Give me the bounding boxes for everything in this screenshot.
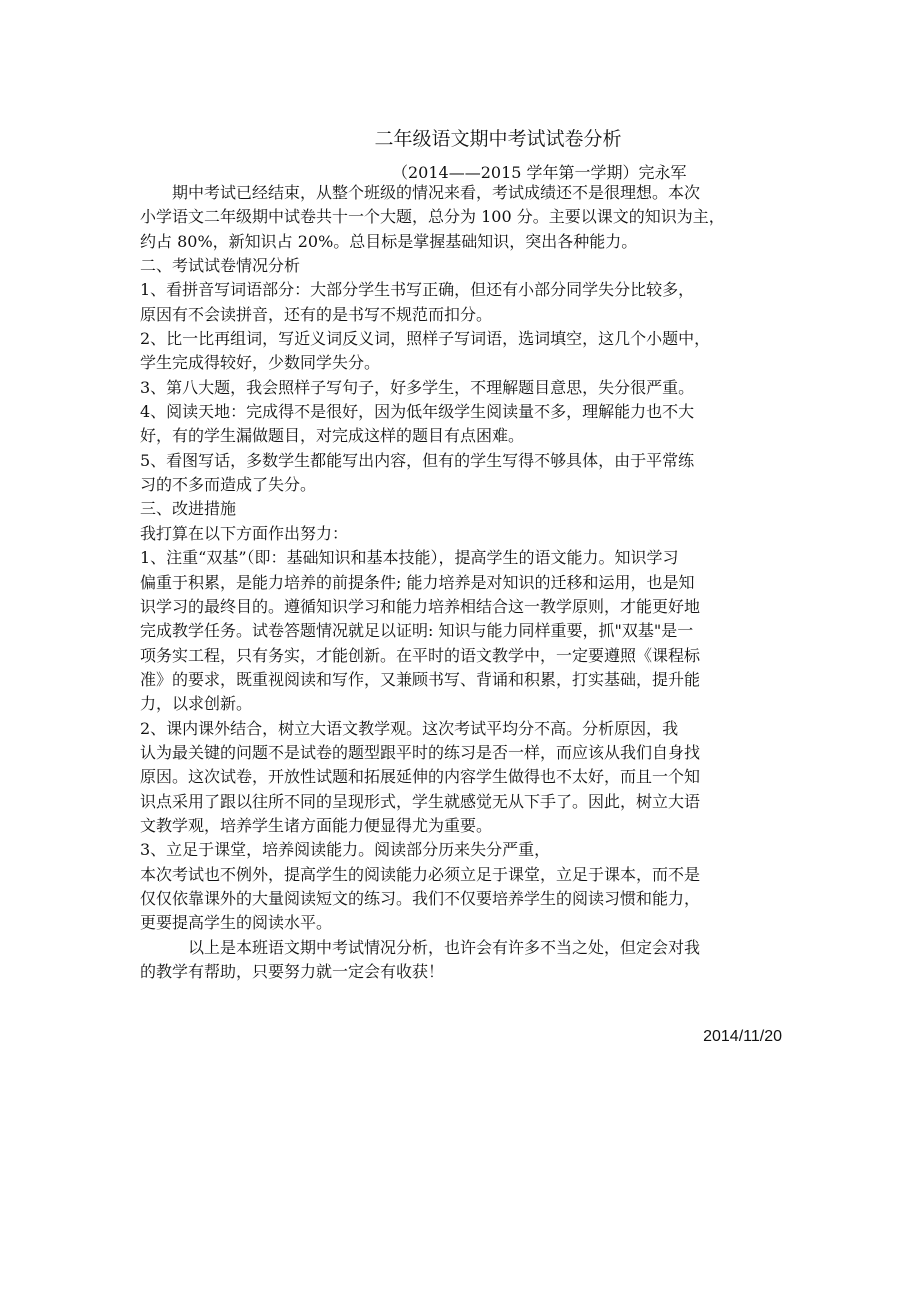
- text-line: 识点采用了跟以往所不同的呈现形式，学生就感觉无从下手了。因此，树立大语: [140, 791, 701, 811]
- text-line: 期中考试已经结束，从整个班级的情况来看，考试成绩还不是很理想。本次: [140, 183, 701, 202]
- text-line: 5、看图写话，多数学生都能写出内容，但有的学生写得不够具体，由于平常练: [140, 450, 695, 470]
- text-line: 项务实工程，只有务实，才能创新。在平时的语文教学中，一定要遵照《课程标: [140, 645, 701, 665]
- text-line: 1、看拼音写词语部分：大部分学生书写正确，但还有小部分同学失分比较多，: [140, 280, 695, 300]
- text-line: 偏重于积累，是能力培养的前提条件; 能力培养是对知识的迁移和运用，也是知: [140, 572, 695, 592]
- text-line: 4、阅读天地：完成得不是很好，因为低年级学生阅读量不多，理解能力也不大: [140, 402, 695, 422]
- text-line: 仅仅依靠课外的大量阅读短文的练习。我们不仅要培养学生的阅读习惯和能力，: [140, 888, 701, 908]
- text-line: 好，有的学生漏做题目，对完成这样的题目有点困难。: [140, 426, 525, 446]
- text-line: 更要提高学生的阅读水平。: [140, 913, 333, 933]
- text-line: 力，以求创新。: [140, 694, 253, 714]
- text-line: 二、考试试卷情况分析: [140, 256, 301, 276]
- text-line: 约占 80%，新知识占 20%。总目标是掌握基础知识，突出各种能力。: [140, 231, 638, 251]
- text-line: 识学习的最终目的。遵循知识学习和能力培养相结合这一教学原则，才能更好地: [140, 596, 701, 616]
- text-line: 3、第八大题，我会照样子写句子，好多学生，不理解题目意思，失分很严重。: [140, 377, 695, 397]
- document-title: 二年级语文期中考试试卷分析: [374, 128, 622, 150]
- text-line: 习的不多而造成了失分。: [140, 475, 317, 495]
- text-line: 文教学观，培养学生诸方面能力便显得尤为重要。: [140, 815, 493, 835]
- document-date: 2014/11/20: [703, 1028, 782, 1045]
- text-line: 原因有不会读拼音，还有的是书写不规范而扣分。: [140, 304, 493, 324]
- text-line: 原因。这次试卷，开放性试题和拓展延伸的内容学生做得也不太好，而且一个知: [140, 767, 701, 787]
- text-line: 认为最关键的问题不是试卷的题型跟平时的练习是否一样，而应该从我们自身找: [140, 742, 701, 762]
- text-line: 我打算在以下方面作出努力：: [140, 523, 349, 543]
- text-line: 完成教学任务。试卷答题情况就足以证明: 知识与能力同样重要，抓"双基"是一: [140, 621, 694, 641]
- text-line: 以上是本班语文期中考试情况分析，也许会有许多不当之处，但定会对我: [140, 937, 701, 957]
- text-line: 2、课内课外结合，树立大语文教学观。这次考试平均分不高。分析原因，我: [140, 718, 679, 738]
- document-subtitle: （2014——2015 学年第一学期）完永军: [392, 163, 687, 182]
- document-body: [140, 181, 785, 984]
- text-line: 本次考试也不例外，提高学生的阅读能力必须立足于课堂，立足于课本，而不是: [140, 864, 701, 884]
- text-line: 2、比一比再组词，写近义词反义词，照样子写词语，选词填空，这几个小题中，: [140, 329, 711, 349]
- text-line: 的教学有帮助，只要努力就一定会有收获！: [140, 962, 445, 981]
- text-line: 准》的要求，既重视阅读和写作，又兼顾书写、背诵和积累，打实基础，提升能: [140, 669, 701, 689]
- text-line: 3、立足于课堂，培养阅读能力。阅读部分历来失分严重，: [140, 840, 551, 860]
- text-line: 三、改进措施: [140, 499, 237, 519]
- text-line: 1、注重“双基”（即：基础知识和基本技能），提高学生的语文能力。知识学习: [140, 548, 679, 568]
- text-line: 学生完成得较好，少数同学失分。: [140, 353, 381, 373]
- text-line: 小学语文二年级期中试卷共十一个大题，总分为 100 分。主要以课文的知识为主，: [140, 207, 725, 227]
